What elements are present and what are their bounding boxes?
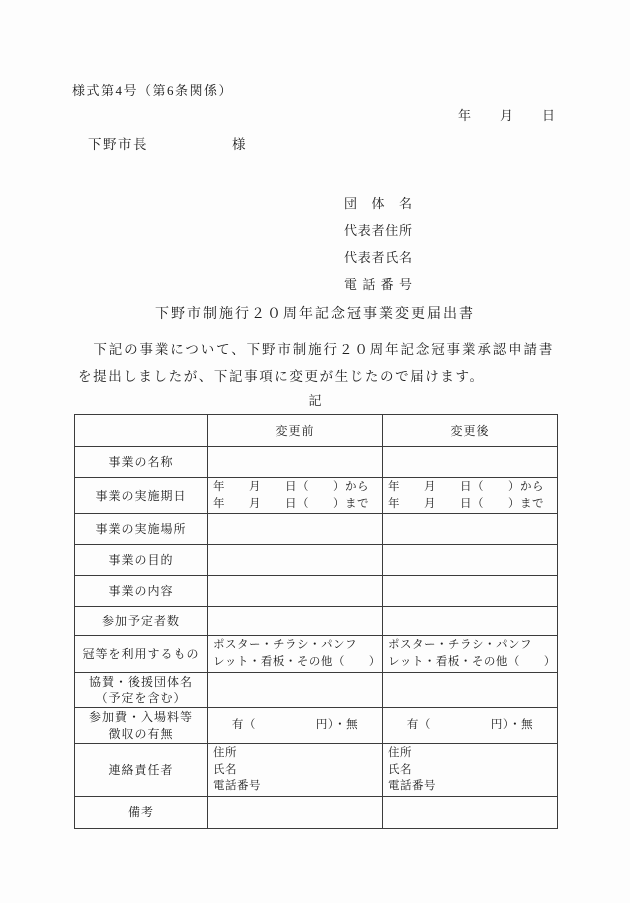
- contact-address-line: 住所: [213, 747, 237, 760]
- row-remarks: [75, 797, 558, 829]
- after-cell: 有（ 円）・無: [383, 708, 558, 744]
- after-cell: [383, 478, 558, 514]
- row-supporting-organizations: [75, 672, 558, 707]
- row-fees-collection: [75, 708, 558, 744]
- crown-usage-line: レット・看板・その他（ ）: [388, 656, 556, 669]
- before-cell: [208, 607, 383, 636]
- before-cell: [208, 797, 383, 829]
- contact-phone-line: 電話番号: [388, 780, 436, 793]
- after-cell: [383, 744, 558, 797]
- row-label: 参加予定者数: [75, 607, 208, 636]
- before-cell: [208, 447, 383, 478]
- form-number: 様式第4号（第6条関係）: [72, 83, 234, 98]
- row-label: 事業の目的: [75, 545, 208, 576]
- row-label: 事業の内容: [75, 576, 208, 607]
- row-implementation-period: [75, 478, 558, 514]
- row-label: 冠等を利用するもの: [75, 636, 208, 672]
- crown-usage-line: レット・看板・その他（ ）: [213, 656, 381, 669]
- after-cell: [383, 797, 558, 829]
- label-line: （予定を含む）: [95, 690, 187, 705]
- sender-block: [344, 190, 412, 298]
- row-crown-usage: [75, 636, 558, 672]
- before-cell: [208, 514, 383, 545]
- row-implementation-place: [75, 514, 558, 545]
- row-business-name: [75, 447, 558, 478]
- date-line: 年 月 日: [457, 108, 556, 123]
- after-cell: [383, 514, 558, 545]
- row-label: 備考: [75, 797, 208, 829]
- row-label: 事業の実施期日: [75, 478, 208, 514]
- crown-usage-line: ポスター・チラシ・パンフ: [388, 639, 532, 652]
- contact-name-line: 氏名: [388, 763, 412, 776]
- row-expected-participants: [75, 607, 558, 636]
- label-line: 参加費・入場料等: [88, 710, 193, 725]
- header-after: 変更後: [383, 415, 558, 447]
- sender-field-phone: 電話番号: [344, 277, 412, 292]
- honorific: 様: [232, 137, 247, 152]
- sender-field-representative-name: 代表者氏名: [344, 250, 412, 265]
- before-cell: [208, 576, 383, 607]
- contact-phone-line: 電話番号: [213, 780, 261, 793]
- row-content: [75, 576, 558, 607]
- row-contact-person: [75, 744, 558, 797]
- period-to-line: 年 月 日（ ）まで: [213, 497, 369, 510]
- addressee: 下野市長: [88, 137, 148, 152]
- period-from-line: 年 月 日（ ）から: [388, 481, 544, 493]
- before-cell: [208, 744, 383, 797]
- row-purpose: [75, 545, 558, 576]
- after-cell: [383, 447, 558, 478]
- change-table: [74, 414, 558, 829]
- contact-name-line: 氏名: [213, 763, 237, 776]
- body-paragraph: 下記の事業について、下野市制施行２０周年記念冠事業承認申請書を提出しましたが、下記事項に変更が生じたので届けます。: [78, 342, 554, 384]
- after-cell: [383, 607, 558, 636]
- table-header-row: [75, 415, 558, 447]
- row-label: 連絡責任者: [75, 744, 208, 797]
- label-line: 徴収の有無: [108, 726, 174, 741]
- row-label: 事業の実施場所: [75, 514, 208, 545]
- header-empty-cell: [75, 415, 208, 447]
- after-cell: [383, 636, 558, 672]
- row-label: 事業の名称: [75, 447, 208, 478]
- period-to-line: 年 月 日（ ）まで: [388, 497, 544, 510]
- contact-address-line: 住所: [388, 747, 412, 760]
- label-line: 協賛・後援団体名: [88, 674, 193, 689]
- before-cell: [208, 672, 383, 707]
- before-cell: 有（ 円）・無: [208, 708, 383, 744]
- addressee-line: [88, 133, 247, 153]
- after-cell: [383, 672, 558, 707]
- after-cell: [383, 545, 558, 576]
- document-title: 下野市制施行２０周年記念冠事業変更届出書: [155, 307, 475, 322]
- before-cell: [208, 545, 383, 576]
- before-cell: [208, 478, 383, 514]
- before-cell: [208, 636, 383, 672]
- period-from-line: 年 月 日（ ）から: [213, 481, 369, 493]
- sender-field-organization: 団体名: [344, 196, 412, 211]
- crown-usage-line: ポスター・チラシ・パンフ: [213, 639, 357, 652]
- sender-field-representative-address: 代表者住所: [344, 223, 412, 238]
- after-cell: [383, 576, 558, 607]
- row-label: [75, 672, 208, 707]
- row-label: [75, 708, 208, 744]
- header-before: 変更前: [208, 415, 383, 447]
- record-marker: 記: [308, 393, 322, 408]
